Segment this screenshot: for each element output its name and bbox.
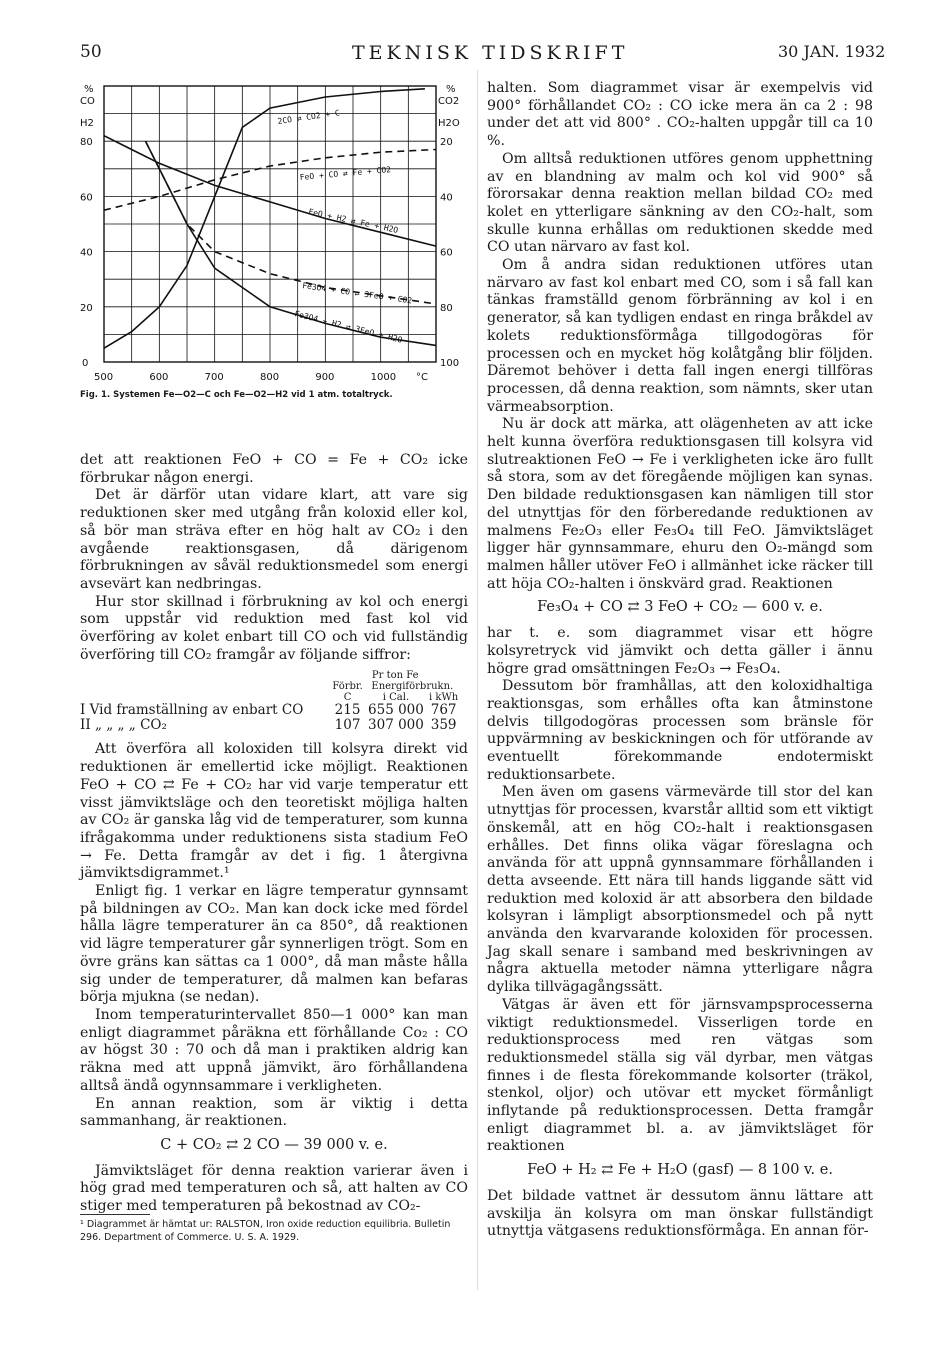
table-group-header: Pr ton Fe [371, 670, 419, 682]
x-tick-label: 900 [315, 372, 335, 383]
right-axis-label-co2: CO2 [438, 96, 460, 107]
table-sub-header: i kWh [429, 692, 459, 704]
table-sub-header: C [343, 692, 352, 704]
curve-label-fe3o4-h2: Fe3O4 + H2 ⇄ 3FeO + H2O [293, 309, 404, 345]
right-axis-unit: % [446, 84, 456, 95]
curve-label-feo-h2: FeO + H2 ⇄ Fe + H2O [307, 207, 399, 235]
paragraph: Inom temperaturintervallet 850—1 000° kan man enligt diagrammet påräkna ett förhållande Co₂ : CO av högst 30 : 70 och då man i praktiken aldrig kan räkna med att uppnå jämvikt, äro förhållandena alltså ändå ogynnsammare i verkligheten. [80, 1006, 468, 1094]
table-sub-header: i Cal. [382, 692, 410, 704]
table-cell: 655 000 [368, 702, 424, 719]
left-axis-label-co: CO [80, 96, 95, 107]
y-tick-label-left: 20 [80, 302, 93, 314]
x-tick-label: 1000 [370, 372, 397, 383]
paragraph: Nu är dock att märka, att olägenheten av att icke helt kunna överföra reduktionsgasen till kolsyra vid slutreaktionen FeO → Fe i verkligheten icke äro fullt så stora, som av det föregående möjligen kan synas. Den bildade reduktionsgasen kan nämligen till stor del utnyttjas för den förberedande reduktionen av malmens Fe₂O₃ eller Fe₃O₄ till FeO. Jämviktsläget ligger här gynnsammare, ehuru den O₂-mängd som malmen håller utöver FeO i allmänhet icke räcker till att höja CO₂-halten i önskvärd grad. Reaktionen [487, 416, 873, 592]
equation: C + CO₂ ⇄ 2 CO — 39 000 v. e. [160, 1136, 388, 1153]
table-cell: 307 000 [368, 717, 424, 734]
footnote-rule [80, 1214, 150, 1215]
series-line-0 [104, 89, 425, 348]
paragraph: Jämviktsläget för denna reaktion varierar även i hög grad med temperaturen och så, att halten av CO stiger med temperaturen på bekostnad av CO₂- [80, 1162, 468, 1215]
paragraph: Men även om gasens värmevärde till stor del kan utnyttjas för processen, kvarstår alltid som ett viktigt önskemål, att en hög CO₂-halt i reaktionsgasen erhålles. Det finns olika vägar föreslagna och använda för att uppnå gynnsammare förhållanden i detta avseende. Ett nära till hands liggande sätt vid reduktion med koloxid är att absorbera den bildade kolsyran i lämpligt absorptionsmedel och på nytt använda den kvarvarande koloxiden för processen. Jag skall senare i samband med beskrivningen av några aktuella metoder nämna ytterligare några dylika tillvägagångssätt. [487, 784, 873, 996]
table-cell: 215 [334, 702, 361, 719]
x-tick-label: 700 [204, 372, 224, 383]
curve-label-boudouard: 2CO ⇄ CO2 + C [277, 108, 341, 126]
table-cell: II „ „ „ „ CO₂ [80, 717, 167, 734]
paragraph: Dessutom bör framhållas, att den koloxidhaltiga reaktionsgas, som erhålles ofta kan åtminstone delvis tillgodogöras processen som bränsle för uppvärmning av beskickningen och för utförande av eventuellt förekommande endotermiskt reduktionsarbete. [487, 678, 873, 783]
paragraph: Vätgas är även ett för järnsvampsprocesserna viktigt reduktionsmedel. Visserligen torde en reduktionsprocess med ren vätgas som reduktionsmedel ställa sig väl dyrbar, men vätgas finnes i de flesta förekommande kolsorter (träkol, stenkol, oljor) och utövar ett mycket förmånligt inflytande på reduktionsprocessen. Detta framgår enligt diagrammet bl. a. av jämviktsläget för reaktionen [487, 996, 873, 1155]
paragraph: Det är därför utan vidare klart, att vare sig reduktionen sker med utgång från koloxid eller kol, så bör man sträva efter en hög halt av CO₂ i den avgående reaktionsgasen, då därigenom förbrukningen av såväl reduktionsmedel som energi avsevärt kan nedbringas. [80, 487, 468, 592]
paragraph: det att reaktionen FeO + CO = Fe + CO₂ icke förbrukar någon energi. [80, 452, 468, 486]
curve-label-fe3o4-co: Fe3O4 + CO ⇄ 3FeO + CO2 [301, 281, 413, 306]
paragraph: Om å andra sidan reduktionen utföres utan närvaro av fast kol enbart med CO, som i så fall kan tänkas framställd genom förbränning av kol i en generator, så kan tydligen endast en ringa bråkdel av kolets reduktionsförmåga tillgodogöras för processen och en mycket hög kolåtgång blir följden. Däremot behöver i detta fall ingen energi tillföras processen, då denna reaktion, som nämnts, sker utan värmeabsorption. [487, 257, 873, 415]
consumption-table [80, 670, 460, 733]
x-tick-label: 800 [260, 372, 280, 383]
issue-date: 30 JAN. 1932 [778, 42, 886, 61]
curve-label-feo-co: FeO + CO ⇄ Fe + CO2 [299, 165, 392, 182]
paragraph: Hur stor skillnad i förbrukning av kol och energi som uppstår vid reduktion med fast kol vid överföring av kolet enbart till CO och vid fullständig överföring till CO₂ framgår av följande siffror: [80, 593, 468, 663]
y-tick-label-right: 100 [440, 358, 460, 369]
table-col-header: Förbr. [332, 681, 363, 693]
equation: Fe₃O₄ + CO ⇄ 3 FeO + CO₂ — 600 v. e. [537, 599, 823, 616]
paragraph: Om alltså reduktionen utföres genom upphettning av en blandning av malm och kol vid 900° så förorsakar denna reaktion mellan bildad CO₂ med kolet en ytterligare sänkning av den CO₂-halt, som skulle kunna erhållas om reduktionen skedde med CO utan närvaro av fast kol. [487, 150, 873, 256]
left-column [80, 452, 468, 1216]
x-tick-label: 600 [149, 372, 169, 383]
series-line-4 [146, 141, 437, 345]
y-tick-label-right: 80 [440, 302, 453, 314]
paragraph: Enligt fig. 1 verkar en lägre temperatur gynnsamt på bildningen av CO₂. Man kan dock icke med fördel hålla lägre temperaturer än ca 850°, då reaktionen vid lägre temperaturer går synnerligen trögt. Som en övre gräns kan sättas ca 1 000°, då man måste hålla sig under de temperaturer, då malmen kan befaras börja mjukna (se nedan). [80, 883, 468, 1006]
y-tick-label-right: 40 [440, 192, 453, 204]
y-tick-label-left: 0 [82, 358, 89, 369]
paragraph: halten. Som diagrammet visar är exempelvis vid 900° förhållandet CO₂ : CO icke mera än ca 2 : 98 under det att vid 800° . CO₂-halten uppgår till ca 10 %. [487, 80, 873, 150]
x-tick-label: 500 [94, 372, 114, 383]
paragraph: Det bildade vattnet är dessutom ännu lättare att avskilja än kolsyra om man önskar fullständigt utnyttja vätgasens reduktionsförmåga. En annan för- [487, 1187, 873, 1240]
paragraph: har t. e. som diagrammet visar ett högre kolsyretryck vid jämvikt och detta gäller i ännu högre grad omsättningen Fe₂O₃ → Fe₃O₄. [487, 625, 873, 677]
y-tick-label-right: 20 [440, 137, 453, 149]
table-cell: 359 [430, 717, 457, 734]
paragraph: En annan reaktion, som är viktig i detta sammanhang, är reaktionen. [80, 1095, 468, 1130]
y-tick-label-left: 40 [80, 247, 93, 259]
y-tick-label-left: 80 [80, 137, 93, 149]
y-tick-label-left: 60 [80, 192, 93, 204]
journal-title: TEKNISK TIDSKRIFT [352, 42, 629, 64]
table-cell: 767 [430, 702, 457, 719]
left-axis-label-h2: H2 [80, 118, 94, 129]
table-row [80, 703, 460, 718]
y-tick-label-right: 60 [440, 247, 453, 259]
equilibrium-chart [78, 80, 478, 390]
footnote [80, 1214, 468, 1244]
right-axis-label-h2o: H2O [438, 118, 460, 129]
right-column [487, 80, 873, 1241]
temperature-unit: °C [416, 372, 428, 383]
table-cell: 107 [334, 717, 361, 734]
table-cell: I Vid framställning av enbart CO [80, 702, 304, 719]
left-axis-unit: % [84, 84, 94, 95]
equation: FeO + H₂ ⇄ Fe + H₂O (gasf) — 8 100 v. e. [527, 1162, 833, 1179]
paragraph: Att överföra all koloxiden till kolsyra direkt vid reduktionen är emellertid icke möjligt. Reaktionen FeO + CO ⇄ Fe + CO₂ har vid varje temperatur ett visst jämviktsläge och den teoretiskt möjliga halten av CO₂ är ganska låg vid de temperaturer, som kunna ifrågakomma under reduktionens sista stadium FeO → Fe. Detta framgår av det i fig. 1 återgivna jämviktsdigrammet.¹ [80, 741, 468, 882]
table-col-header: Energiförbrukn. [371, 681, 454, 693]
table-row [80, 718, 460, 733]
page-number: 50 [80, 42, 102, 62]
figure-caption: Fig. 1. Systemen Fe—O2—C och Fe—O2—H2 vid 1 atm. totaltryck. [80, 390, 393, 400]
footnote-text: ¹ Diagrammet är hämtat ur: RALSTON, Iron oxide reduction equilibria. Bulletin 296. Department of Commerce. U. S. A. 1929. [80, 1219, 451, 1243]
